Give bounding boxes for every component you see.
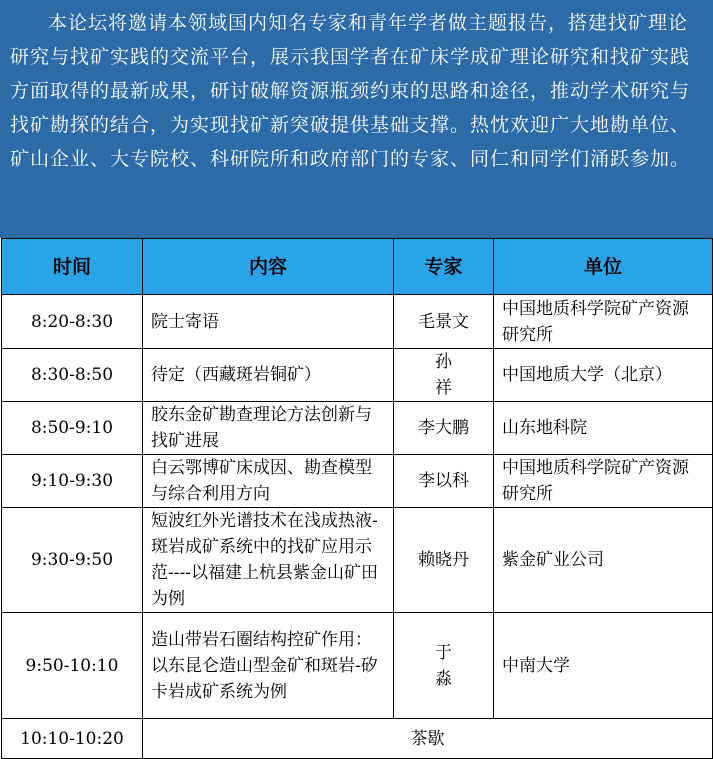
row-content: 造山带岩石圈结构控矿作用：以东昆仑造山型金矿和斑岩-矽卡岩成矿系统为例 bbox=[143, 613, 394, 719]
table-row bbox=[2, 508, 713, 613]
table-row bbox=[2, 295, 713, 349]
row-expert: 于淼 bbox=[394, 613, 494, 719]
header-unit: 单位 bbox=[494, 239, 713, 295]
table-row bbox=[2, 455, 713, 508]
break-time: 10:10-10:20 bbox=[2, 719, 143, 759]
row-unit: 中南大学 bbox=[494, 613, 713, 719]
table-header-row bbox=[2, 239, 713, 295]
row-content: 待定（西藏斑岩铜矿） bbox=[143, 349, 394, 402]
row-expert: 李大鹏 bbox=[394, 402, 494, 455]
row-content: 胶东金矿勘查理论方法创新与找矿进展 bbox=[143, 402, 394, 455]
header-content: 内容 bbox=[143, 239, 394, 295]
row-time: 8:50-9:10 bbox=[2, 402, 143, 455]
row-unit: 山东地科院 bbox=[494, 402, 713, 455]
break-row bbox=[2, 719, 713, 759]
row-time: 8:30-8:50 bbox=[2, 349, 143, 402]
table-row bbox=[2, 349, 713, 402]
row-content: 白云鄂博矿床成因、勘查模型与综合利用方向 bbox=[143, 455, 394, 508]
break-label: 茶歇 bbox=[143, 719, 713, 759]
row-unit: 中国地质科学院矿产资源研究所 bbox=[494, 455, 713, 508]
row-expert: 孙祥 bbox=[394, 349, 494, 402]
table-row bbox=[2, 613, 713, 719]
row-time: 9:30-9:50 bbox=[2, 508, 143, 613]
header-time: 时间 bbox=[2, 239, 143, 295]
intro-panel bbox=[0, 0, 713, 238]
row-unit: 中国地质科学院矿产资源研究所 bbox=[494, 295, 713, 349]
row-expert: 毛景文 bbox=[394, 295, 494, 349]
row-content: 院士寄语 bbox=[143, 295, 394, 349]
table-row bbox=[2, 402, 713, 455]
row-time: 9:10-9:30 bbox=[2, 455, 143, 508]
intro-text: 本论坛将邀请本领域国内知名专家和青年学者做主题报告，搭建找矿理论研究与找矿实践的交流平台，展示我国学者在矿床学成矿理论研究和找矿实践方面取得的最新成果，研讨破解资源瓶颈约束的思路和途径，推动学术研究与找矿勘探的结合，为实现找矿新突破提供基础支撑。热忱欢迎广大地勘单位、矿山企业、大专院校、科研院所和政府部门的专家、同仁和同学们涌跃参加。 bbox=[10, 12, 691, 170]
row-time: 8:20-8:30 bbox=[2, 295, 143, 349]
row-unit: 中国地质大学（北京） bbox=[494, 349, 713, 402]
row-content: 短波红外光谱技术在浅成热液-斑岩成矿系统中的找矿应用示范----以福建上杭县紫金山矿田为例 bbox=[143, 508, 394, 613]
row-expert: 李以科 bbox=[394, 455, 494, 508]
row-expert: 赖晓丹 bbox=[394, 508, 494, 613]
row-unit: 紫金矿业公司 bbox=[494, 508, 713, 613]
schedule-table bbox=[1, 238, 713, 759]
header-expert: 专家 bbox=[394, 239, 494, 295]
row-time: 9:50-10:10 bbox=[2, 613, 143, 719]
